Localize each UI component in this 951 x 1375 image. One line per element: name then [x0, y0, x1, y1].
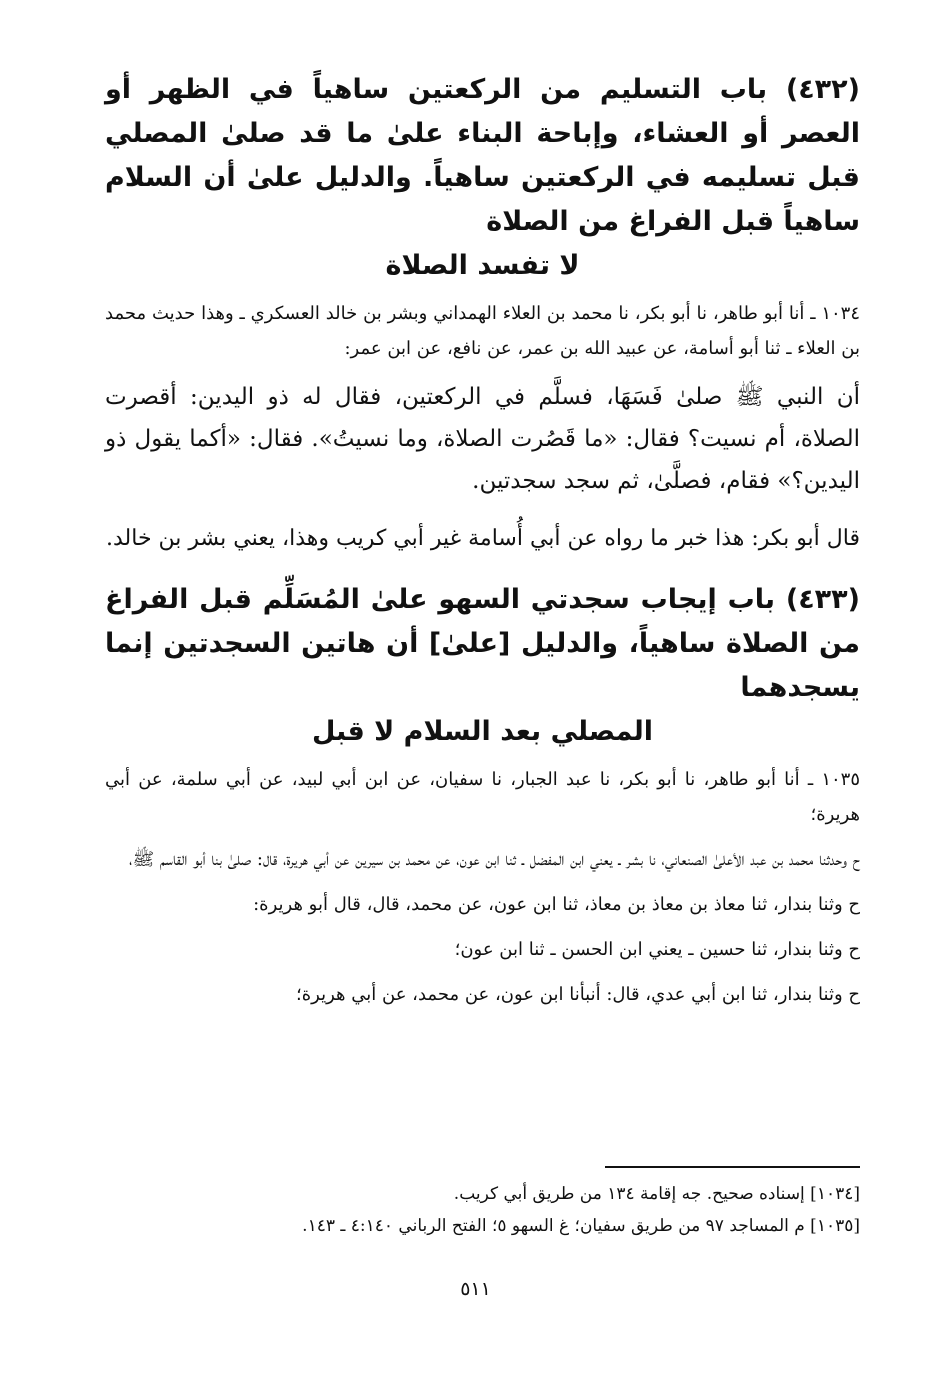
footnote-1035: [١٠٣٥] م المساجد ٩٧ من طريق سفيان؛ غ السهو ٥؛ الفتح الرباني ٤:١٤٠ ـ ١٤٣.: [302, 1216, 860, 1236]
hadith-1035-chain: ١٠٣٥ ـ أنا أبو طاهر، نا أبو بكر، نا عبد الجبار، نا سفيان، عن ابن أبي لبيد، عن أبي سلمة، عن أبي هريرة؛: [105, 769, 860, 825]
chapter-heading-last-line: المصلي بعد السلام لا قبل: [311, 716, 654, 747]
hadith-1034-text: أن النبي ﷺ صلىٰ فَسَهَا، فسلَّم في الركعتين، فقال له ذو اليدين: أقصرت الصلاة، أم نسيت؟ فقال: «ما قَصُرت الصلاة، وما نسيتُ». فقال: «أكما يقول ذو اليدين؟» فقام، فصلَّىٰ، ثم سجد سجدتين.: [105, 384, 860, 494]
chapter-heading-text: (٤٣٣) باب إيجاب سجدتي السهو علىٰ المُسَلِّم قبل الفراغ من الصلاة ساهياً، والدليل [علىٰ] أن هاتين السجدتين إنما يسجدهما: [105, 584, 860, 703]
narration-chain: ح وثنا بندار، ثنا ابن أبي عدي، قال: أنبأنا ابن عون، عن محمد، عن أبي هريرة؛: [296, 984, 860, 1005]
footnote-divider: [605, 1166, 860, 1168]
chapter-heading-text: (٤٣٢) باب التسليم من الركعتين ساهياً في الظهر أو العصر أو العشاء، وإباحة البناء علىٰ ما قد صلىٰ المصلي قبل تسليمه في الركعتين ساهياً. والدليل علىٰ أن السلام ساهياً قبل الفراغ من الصلاة: [105, 74, 860, 237]
page-number: ٥١١: [460, 1278, 491, 1300]
hadith-1034-chain: ١٠٣٤ ـ أنا أبو طاهر، نا أبو بكر، نا محمد بن العلاء الهمداني وبشر بن خالد العسكري ـ وهذا حديث محمد بن العلاء ـ ثنا أبو أسامة، عن عبيد الله بن عمر، عن نافع، عن ابن عمر:: [105, 303, 861, 359]
chapter-heading-433: [105, 578, 860, 754]
chapter-heading-last-line: لا تفسد الصلاة: [385, 250, 580, 281]
page-body: [105, 68, 860, 1012]
chapter-heading-432: [105, 68, 860, 288]
narration-chain: ح وثنا بندار، ثنا معاذ بن معاذ بن معاذ، ثنا ابن عون، عن محمد، قال، قال أبو هريرة:: [253, 894, 860, 915]
footnote-1034: [١٠٣٤] إسناده صحيح. جه إقامة ١٣٤ من طريق أبي كريب.: [453, 1184, 860, 1204]
footnotes: [105, 1178, 860, 1242]
narration-chain: ح وثنا بندار، ثنا حسين ـ يعني ابن الحسن ـ ثنا ابن عون؛: [454, 939, 860, 960]
narration-chain: ح وحدثنا محمد بن عبد الأعلىٰ الصنعاني، نا بشر ـ يعني ابن المفضل ـ ثنا ابن عون، عن محمد بن سيرين عن أبي هريرة، قال: صلىٰ بنا أبو القاسم ﷺ،: [129, 849, 860, 870]
hadith-1034-comment: قال أبو بكر: هذا خبر ما رواه عن أبي أُسامة غير أبي كريب وهذا، يعني بشر بن خالد.: [106, 526, 860, 551]
